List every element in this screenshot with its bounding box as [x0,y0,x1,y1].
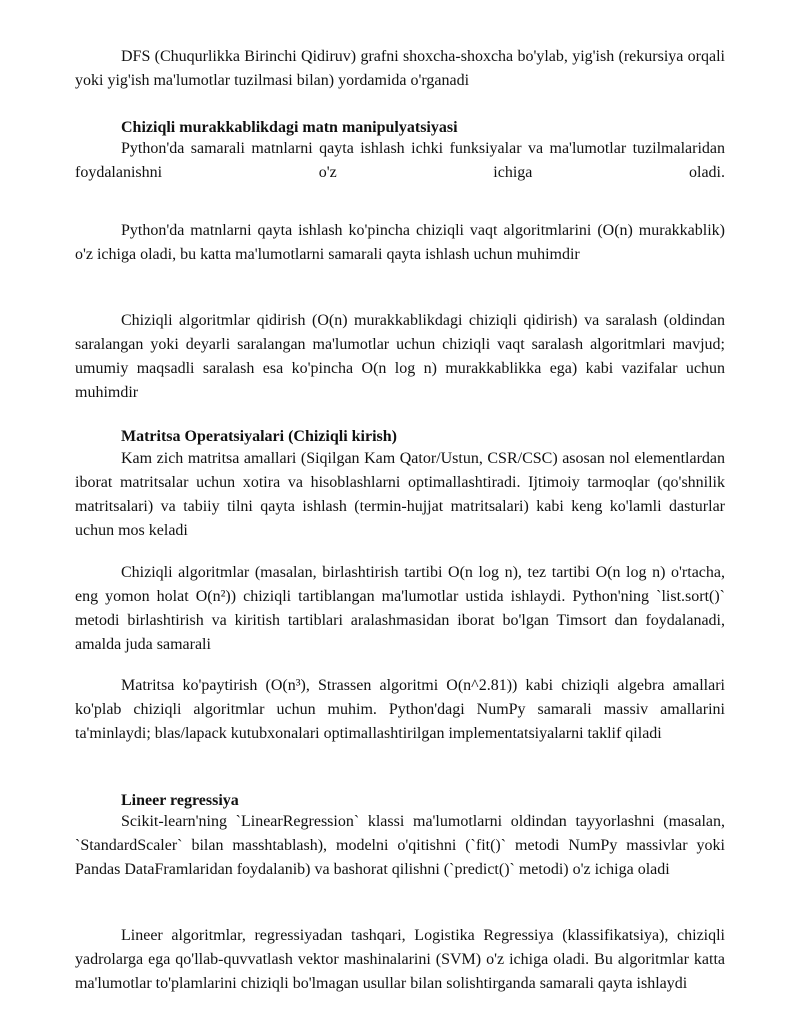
paragraph-linear-search-sort: Chiziqli algoritmlar qidirish (O(n) murakkablikdagi chiziqli qidirish) va saralash (oldindan saralangan yoki deyarli saralangan ma'lumotlar uchun chiziqli vaqt saralash algoritmlari mavjud; umumiy maqsadli saralash esa ko'pincha O(n log n) murakkablikka ega) kabi vazifalar uchun muhimdir [75,312,725,401]
paragraph-sorting-algorithms: Chiziqli algoritmlar (masalan, birlashtirish tartibi O(n log n), tez tartibi O(n log n) o'rtacha, eng yomon holat O(n²)) chiziqli tartiblangan ma'lumotlar ustida ishlaydi. Python'ning `list.sort()` metodi birlashtirish va kiritish tartiblari aralashmasidan iborat bo'lgan Timsort dan foydalanadi, amalda juda samarali [75,564,725,653]
paragraph-linear-algorithms: Lineer algoritmlar, regressiyadan tashqari, Logistika Regressiya (klassifikatsiya), chiziqli yadrolarga ega qo'llab-quvvatlash vektor mashinalarini (SVM) o'z ichiga oladi. Bu algoritmlar katta ma'lumotlar to'plamlarini chiziqli bo'lmagan usullar bilan solishtirganda samarali qayta ishlaydi [75,927,725,992]
paragraph-matrix-multiplication: Matritsa ko'paytirish (O(n³), Strassen algoritmi O(n^2.81)) kabi chiziqli algebra amallari ko'plab chiziqli algoritmlar uchun muhim. Python'dagi NumPy samarali massiv amallarini ta'minlaydi; blas/lapack kutubxonalari optimallashtirilgan implementatsiyalarni taklif qiladi [75,677,725,742]
paragraph-python-text: Python'da samarali matnlarni qayta ishlash ichki funksiyalar va ma'lumotlar tuzilmalaridan foydalanishni o'z ichiga oladi. [75,140,725,181]
heading-matrix-operations: Matritsa Operatsiyalari (Chiziqli kirish) [121,428,397,445]
paragraph-sparse-matrix: Kam zich matritsa amallari (Siqilgan Kam Qator/Ustun, CSR/CSC) asosan nol elementlardan iborat matritsalar uchun xotira va hisoblashlarni optimallashtiradi. Ijtimoiy tarmoqlar (qo'shnilik matritsalari) va tabiiy tilni qayta ishlash (termin-hujjat matritsalari) kabi keng ko'lamli dasturlar uchun mos keladi [75,450,725,539]
paragraph-dfs: DFS (Chuqurlikka Birinchi Qidiruv) grafni shoxcha-shoxcha bo'ylab, yig'ish (rekursiya orqali yoki yig'ish ma'lumotlar tuzilmasi bilan) yordamida o'rganadi [75,48,725,89]
heading-linear-regression: Lineer regressiya [121,792,239,809]
paragraph-sklearn: Scikit-learn'ning `LinearRegression` klassi ma'lumotlarni oldindan tayyorlashni (masalan, `StandardScaler` bilan masshtablash), modelni o'qitishni (`fit()` metodi NumPy massivlar yoki Pandas DataFramlaridan foydalanib) va bashorat qilishni (`predict()` metodi) o'z ichiga oladi [75,813,725,878]
heading-text-manipulation: Chiziqli murakkablikdagi matn manipulyatsiyasi [121,119,458,136]
paragraph-linear-time: Python'da matnlarni qayta ishlash ko'pincha chiziqli vaqt algoritmlarini (O(n) murakkablik) o'z ichiga oladi, bu katta ma'lumotlarni samarali qayta ishlash uchun muhimdir [75,222,725,263]
